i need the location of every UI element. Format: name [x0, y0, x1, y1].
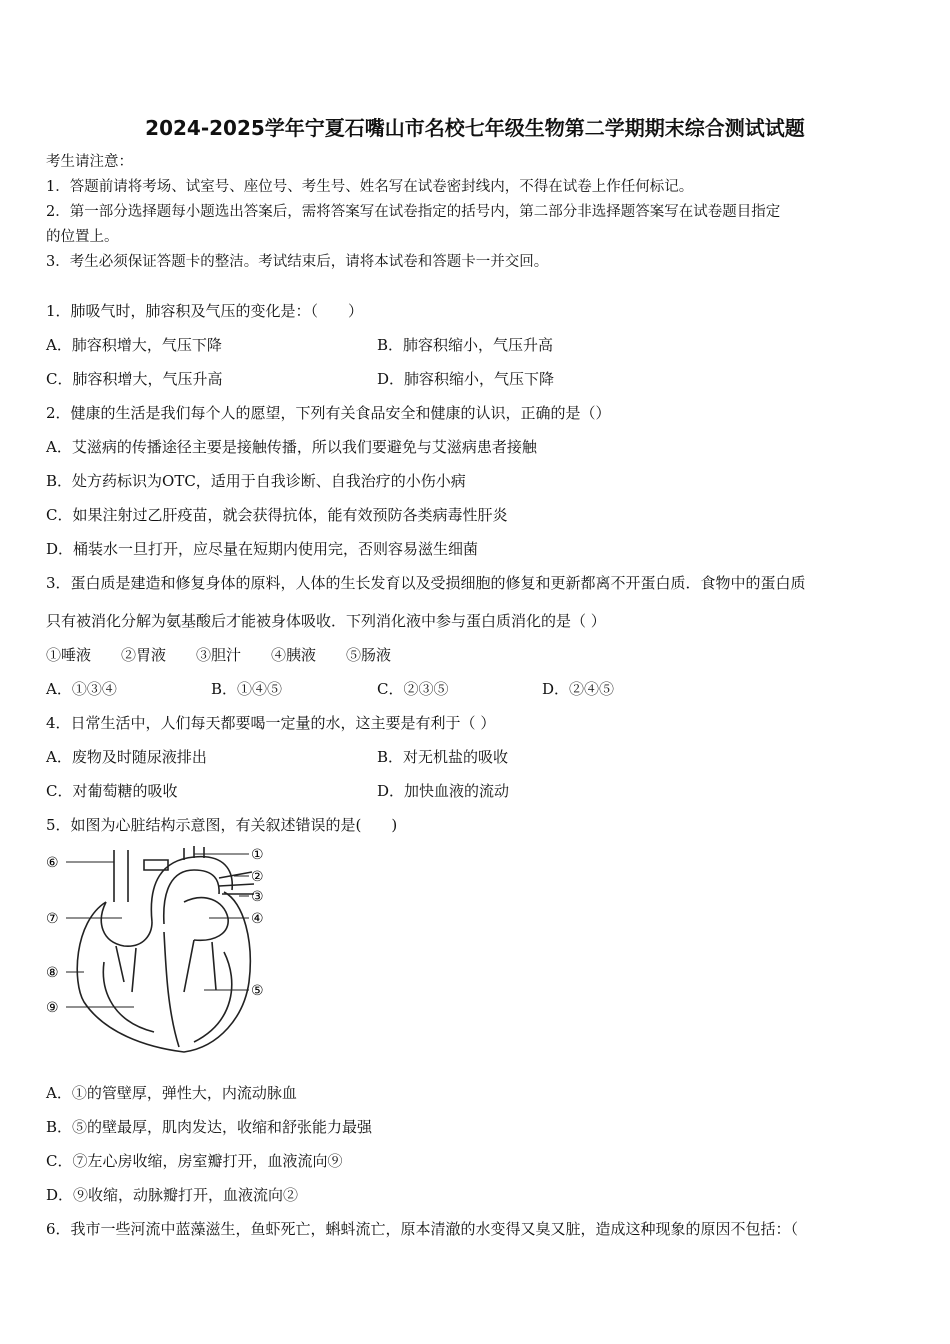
heart-label-2: ②: [251, 869, 264, 885]
q4-option-c: C．对葡萄糖的吸收: [46, 782, 178, 800]
q3-option-c: C．②③⑤: [377, 680, 449, 698]
q3-stem-line1: 3．蛋白质是建造和修复身体的原料，人体的生长发育以及受损细胞的修复和更新都离不开蛋白质．食物中的蛋白质: [46, 574, 806, 592]
q3-option-a: A．①③④: [46, 680, 117, 698]
q5-option-b: B．⑤的壁最厚，肌肉发达，收缩和舒张能力最强: [46, 1118, 373, 1136]
q5-option-d: D．⑨收缩，动脉瓣打开，血液流向②: [46, 1186, 299, 1204]
q2-option-c: C．如果注射过乙肝疫苗，就会获得抗体，能有效预防各类病毒性肝炎: [46, 506, 508, 524]
heart-label-4: ④: [251, 911, 264, 927]
heart-label-7: ⑦: [46, 911, 59, 927]
q3-items: ①唾液 ②胃液 ③胆汁 ④胰液 ⑤肠液: [46, 646, 392, 664]
q2-option-d: D．桶装水一旦打开，应尽量在短期内使用完，否则容易滋生细菌: [46, 540, 479, 558]
heart-label-6: ⑥: [46, 855, 59, 871]
q1-option-d: D．肺容积缩小，气压下降: [377, 370, 555, 388]
q1-option-a: A．肺容积增大，气压下降: [46, 336, 222, 354]
notice-item-2: 2．第一部分选择题每小题选出答案后，需将答案写在试卷指定的括号内，第二部分非选择题答案写在试卷题目指定: [46, 204, 781, 220]
q5-option-c: C．⑦左心房收缩，房室瓣打开，血液流向⑨: [46, 1152, 343, 1170]
page-title: 2024-2025学年宁夏石嘴山市名校七年级生物第二学期期末综合测试试题: [145, 116, 805, 140]
notice-item-1: 1．答题前请将考场、试室号、座位号、考生号、姓名写在试卷密封线内，不得在试卷上作任何标记。: [46, 179, 694, 195]
heart-label-5: ⑤: [251, 983, 264, 999]
q3-option-d: D．②④⑤: [542, 680, 615, 698]
q6-stem: 6．我市一些河流中蓝藻滋生，鱼虾死亡，蝌蚪流亡，原本清澈的水变得又臭又脏，造成这种现象的原因不包括：（: [46, 1220, 799, 1238]
q5-option-a: A．①的管壁厚，弹性大，内流动脉血: [46, 1084, 297, 1102]
notice-heading: 考生请注意：: [46, 154, 133, 170]
q3-option-b: B．①④⑤: [211, 680, 283, 698]
q5-stem: 5．如图为心脏结构示意图，有关叙述错误的是( ): [46, 816, 398, 834]
heart-label-8: ⑧: [46, 965, 59, 981]
heart-label-9: ⑨: [46, 1000, 59, 1016]
heart-label-1: ①: [251, 847, 264, 863]
notice-item-2-cont: 的位置上。: [46, 229, 119, 245]
q4-option-d: D．加快血液的流动: [377, 782, 510, 800]
q4-stem: 4．日常生活中，人们每天都要喝一定量的水，这主要是有利于（ ）: [46, 714, 496, 732]
q1-stem: 1．肺吸气时，肺容积及气压的变化是：（ ）: [46, 302, 364, 320]
q2-option-b: B．处方药标识为OTC，适用于自我诊断、自我治疗的小伤小病: [46, 472, 466, 490]
q4-option-a: A．废物及时随尿液排出: [46, 748, 207, 766]
q4-option-b: B．对无机盐的吸收: [377, 748, 509, 766]
q1-option-b: B．肺容积缩小，气压升高: [377, 336, 554, 354]
q2-stem: 2．健康的生活是我们每个人的愿望，下列有关食品安全和健康的认识，正确的是（）: [46, 404, 611, 422]
q2-option-a: A．艾滋病的传播途径主要是接触传播，所以我们要避免与艾滋病患者接触: [46, 438, 537, 456]
heart-diagram: [44, 842, 274, 1057]
q3-stem-line2: 只有被消化分解为氨基酸后才能被身体吸收．下列消化液中参与蛋白质消化的是（ ）: [46, 612, 606, 630]
q1-option-c: C．肺容积增大，气压升高: [46, 370, 223, 388]
heart-label-3: ③: [251, 889, 264, 905]
notice-item-3: 3．考生必须保证答题卡的整洁。考试结束后，请将本试卷和答题卡一并交回。: [46, 254, 549, 270]
